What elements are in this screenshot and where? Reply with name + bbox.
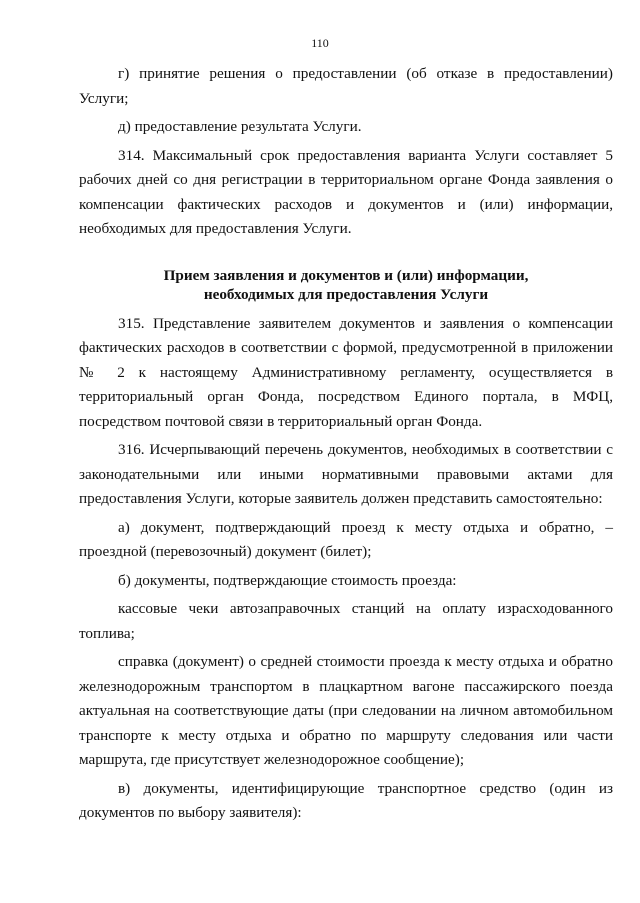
document-body bbox=[79, 62, 613, 826]
paragraph-item-v: в) документы, идентифицирующие транспортное средство (один из документов по выбору заявителя): bbox=[79, 779, 613, 821]
paragraph-item-g: г) принятие решения о предоставлении (об отказе в предоставлении) Услуги; bbox=[79, 65, 613, 107]
page-number: 110 bbox=[311, 36, 329, 50]
paragraph-316: 316. Исчерпывающий перечень документов, необходимых в соответствии с законодательными или иными нормативными правовыми актами для предоставления Услуги, которые заявитель должен представить самостоятельно: bbox=[79, 441, 613, 507]
paragraph-rail-cost-certificate: справка (документ) о средней стоимости проезда к месту отдыха и обратно железнодорожным транспортом в плацкартном вагоне пассажирского поезда актуальная на соответствующие даты (при следовании на личном автомобильном транспорте к месту отдыха и обратно по маршруту следования или части маршрута, где присутствует железнодорожное сообщение); bbox=[79, 653, 613, 768]
paragraph-fuel-receipts: кассовые чеки автозаправочных станций на оплату израсходованного топлива; bbox=[79, 600, 613, 642]
paragraph-315: 315. Представление заявителем документов и заявления о компенсации фактических расходов в соответствии с формой, предусмотренной в приложении № 2 к настоящему Административному регламенту, осуществляется в территориальный орган Фонда, посредством Единого портала, в МФЦ, посредством почтовой связи в территориальный орган Фонда. bbox=[79, 314, 613, 430]
paragraph-item-a: а) документ, подтверждающий проезд к месту отдыха и обратно, – проездной (перевозочный) документ (билет); bbox=[79, 518, 613, 560]
paragraph-item-d: д) предоставление результата Услуги. bbox=[118, 118, 362, 135]
paragraph-314: 314. Максимальный срок предоставления варианта Услуги составляет 5 рабочих дней со дня регистрации в территориальном органе Фонда заявления о компенсации фактических расходов и документов и (или) информации, необходимых для предоставления Услуги. bbox=[79, 146, 613, 237]
section-heading-line-2: необходимых для предоставления Услуги bbox=[203, 285, 489, 303]
section-heading bbox=[79, 266, 613, 304]
paragraph-item-b: б) документы, подтверждающие стоимость проезда: bbox=[118, 571, 457, 589]
section-heading-line-1: Прием заявления и документов и (или) информации, bbox=[163, 266, 529, 284]
